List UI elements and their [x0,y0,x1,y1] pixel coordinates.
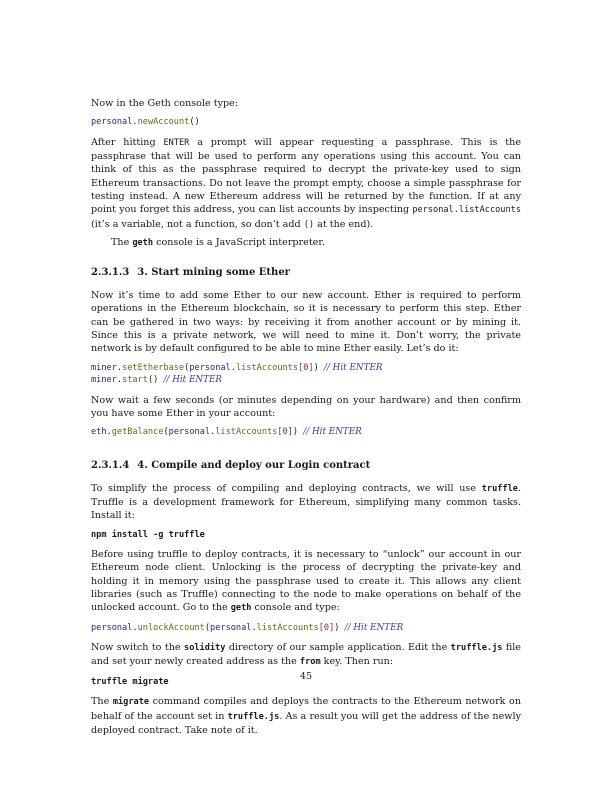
code-balance: eth.getBalance(personal.listAccounts[0]) // Hit ENTER [91,427,362,438]
code-unlock: personal.unlockAccount(personal.listAccounts[0]) // Hit ENTER [91,622,404,633]
code-truffle-migrate: truffle migrate [91,676,169,687]
text-span: key. Then run: [320,656,394,668]
inline-code: truffle.js [227,711,280,722]
after-hitting-paragraph [91,136,521,232]
section-number: 2.3.1.4 [91,459,130,471]
inline-code: geth [132,237,154,248]
code-obj: personal [91,117,133,128]
code-index: [0] [277,427,293,438]
text-span: Before using truffle to deploy contracts, it is necessary to “unlock” our account in our Ethereum node client. Unlocking is the process of decrypting the private-key and holding it in memory using the passphrase used to create it. This allows any client libraries (such as Truffle) connecting to the node to make operations on behalf of the unlocked account. Go to the [91,549,521,614]
text-span: Now switch to the [91,642,185,654]
text-span: After hitting [91,136,164,148]
code-index: [0] [318,622,335,633]
code-obj: personal [168,427,211,438]
inline-code: personal.listAccounts [412,205,521,216]
code-fn: listAccounts [215,427,278,438]
text-span: . Truffle is a development framework for Ethereum, simplifying many common tasks. Install it: [91,482,521,522]
wait-paragraph: Now wait a few seconds (or minutes depending on your hardware) and then confirm you have some Ether in your account: [91,394,521,419]
text-span: . As a result you will get the address of the newly deployed contract. Take note of it. [91,710,521,736]
page-number: 45 [299,671,313,682]
code-tail: () [189,117,200,128]
section-number: 2.3.1.3 [91,267,130,279]
text-span: a prompt will appear requesting a passphrase. This is the passphrase that will be used to perform any operations using this account. You can think of this as the passphrase required to decrypt the private-key used to sign Ethereum transactions. Do not leave the prompt empty, choose a simple passphrase for testing instead. A new Ethereum address will be returned by the function. If at any point you forget this address, you can list accounts by inspecting [91,136,522,216]
code-line: miner.setEtherbase(personal.listAccounts[0]) // Hit ENTER [91,362,383,373]
inline-code: () [303,219,315,230]
inline-code: truffle [481,483,518,494]
unlock-paragraph [91,548,521,615]
code-npm-install: npm install -g truffle [91,529,205,540]
code-comment: // Hit ENTER [303,427,362,438]
code-fn: unlockAccount [137,622,205,633]
text-span: at the end). [314,218,374,230]
text-span: console is a JavaScript interpreter. [153,236,325,248]
text-span: (it’s a variable, not a function, so don’t add [91,218,304,230]
mining-paragraph: Now it’s time to add some Ether to our new account. Ether is required to perform operations in the Ethereum blockchain, so it is necessary to perform this step. Ether can be gathered in two ways: by receiving it from another account or by mining it. Since this is a private network, we will need to mine it. Don’t worry, the private network is by default configured to be able to mine Ether easily. Let’s do it: [91,290,521,355]
enter-key: ENTER [163,137,190,148]
inline-code: from [299,657,321,668]
code-comment: // Hit ENTER [323,362,383,373]
code-obj: personal [210,622,252,633]
text-span: The [111,236,133,248]
code-comment: // Hit ENTER [163,375,223,386]
code-obj: miner [91,375,117,386]
code-fn: start [122,375,148,386]
section-heading-compile [91,459,521,472]
code-fn: setEtherbase [122,362,185,373]
code-new-account: personal.newAccount() [91,117,200,128]
geth-intro-paragraph: Now in the Geth console type: [91,98,239,109]
text-span: directory of our sample application. Edit the [225,642,451,654]
section-title: 3. Start mining some Ether [137,267,290,279]
migrate-paragraph [91,695,521,737]
truffle-paragraph [91,482,521,523]
code-fn: listAccounts [235,362,299,373]
text-span: console and type: [251,602,340,614]
code-obj: eth [91,427,107,438]
section-heading-mining [91,266,521,279]
inline-code: migrate [112,697,150,708]
code-line: miner.start() // Hit ENTER [91,375,223,386]
code-obj: personal [91,622,133,633]
code-fn: newAccount [137,117,190,128]
js-interpreter-paragraph [91,236,521,250]
switch-paragraph [91,641,521,670]
text-span: To simplify the process of compiling and deploying contracts, we will use [91,482,482,494]
code-obj: miner [91,362,117,373]
code-miner [91,362,521,387]
text-span: command compiles and deploys the contracts to the Ethereum network on behalf of the account set in [91,696,521,722]
inline-code: truffle.js [450,643,503,654]
inline-code: geth [230,603,252,614]
text-span: file and set your newly created address as the [91,642,521,668]
text-span: The [91,696,113,708]
code-comment: // Hit ENTER [344,622,404,633]
code-fn: listAccounts [256,622,319,633]
inline-code: solidity [184,643,226,654]
code-index: [0] [298,362,314,373]
document-page [91,90,521,737]
section-title: 4. Compile and deploy our Login contract [137,459,371,471]
code-obj: personal [189,362,231,373]
code-fn: getBalance [111,427,164,438]
